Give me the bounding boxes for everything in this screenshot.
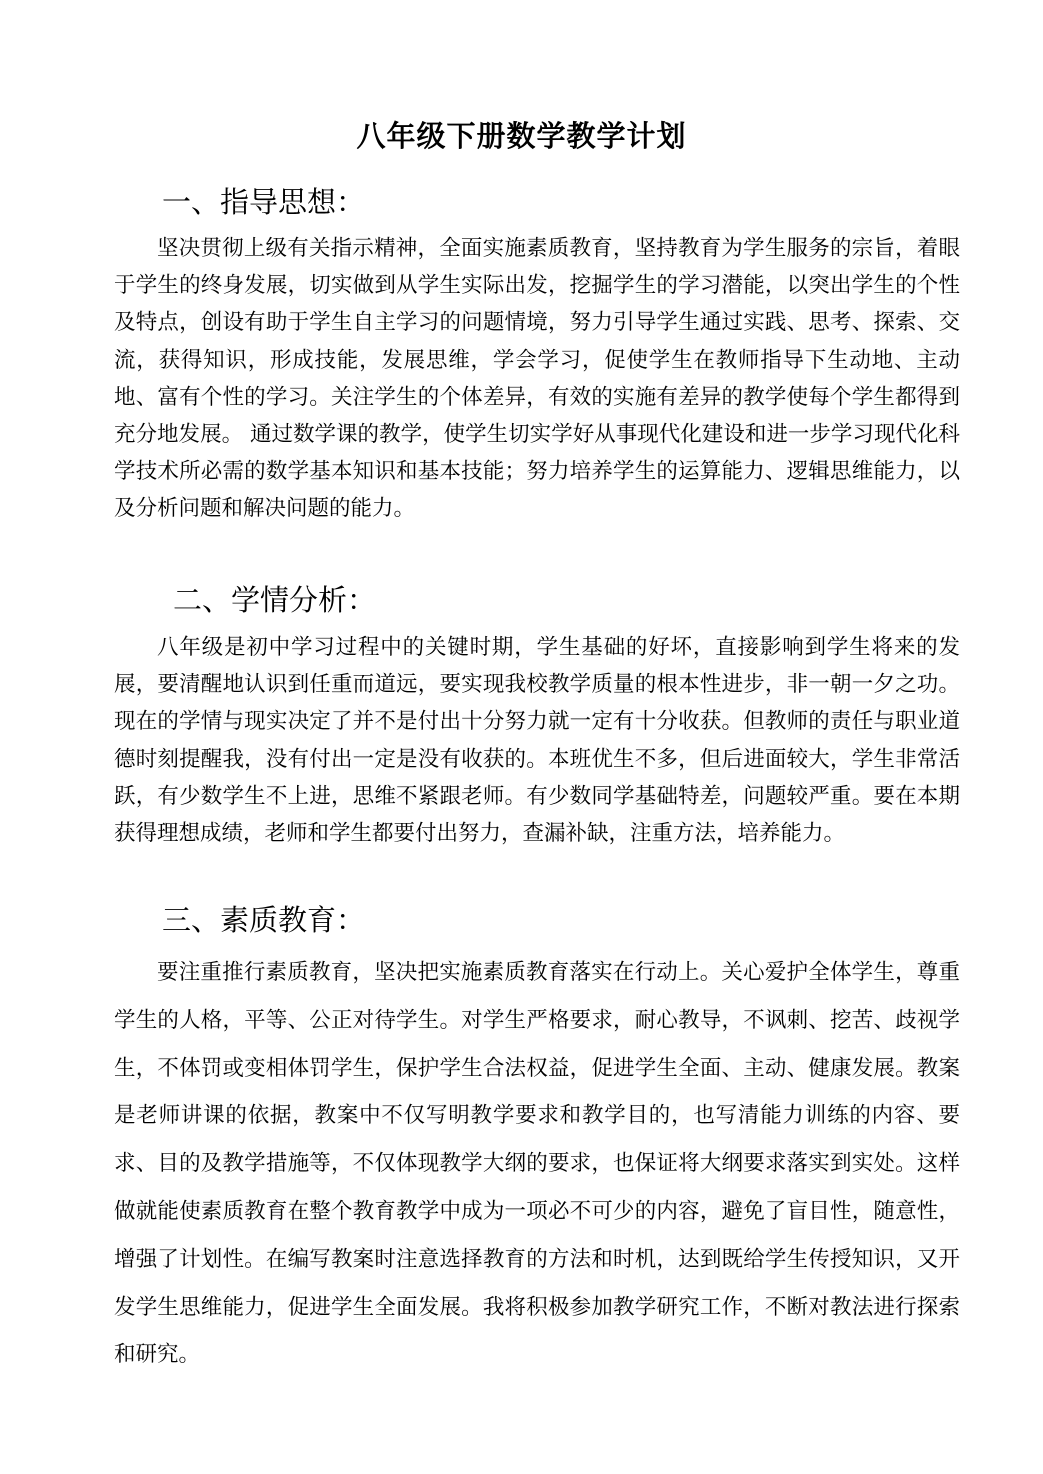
section-heading-quality-education: 三、素质教育：: [162, 903, 366, 937]
document-title: 八年级下册数学教学计划: [356, 119, 687, 153]
section-paragraph-quality-education: 要注重推行素质教育，坚决把实施素质教育落实在行动上。关心爱护全体学生，尊重学生的人格，平等、公正对待学生。对学生严格要求，耐心教导，不讽刺、挖苦、歧视学生，不体罚或变相体罚学生，保护学生合法权益，促进学生全面、主动、健康发展。教案是老师讲课的依据，教案中不仅写明教学要求和教学目的，也写清能力训练的内容、要求、目的及教学措施等，不仅体现教学大纲的要求，也保证将大纲要求落实到实处。这样做就能使素质教育在整个教育教学中成为一项必不可少的内容，避免了盲目性，随意性，增强了计划性。在编写教案时注意选择教育的方法和时机，达到既给学生传授知识，又开发学生思维能力，促进学生全面发展。我将积极参加教学研究工作，不断对教法进行探索和研究。: [114, 960, 960, 1368]
section-heading-student-analysis: 二、学情分析：: [173, 583, 377, 617]
section-paragraph-student-analysis: 八年级是初中学习过程中的关键时期，学生基础的好坏，直接影响到学生将来的发展，要清醒地认识到任重而道远，要实现我校教学质量的根本性进步，非一朝一夕之功。现在的学情与现实决定了并不是付出十分努力就一定有十分收获。但教师的责任与职业道德时刻提醒我，没有付出一定是没有收获的。本班优生不多，但后进面较大，学生非常活跃，有少数学生不上进，思维不紧跟老师。有少数同学基础特差，问题较严重。要在本期获得理想成绩，老师和学生都要付出努力，查漏补缺，注重方法，培养能力。: [114, 635, 960, 847]
section-paragraph-guiding-ideology: 坚决贯彻上级有关指示精神，全面实施素质教育，坚持教育为学生服务的宗旨，着眼于学生的终身发展，切实做到从学生实际出发，挖掘学生的学习潜能，以突出学生的个性及特点，创设有助于学生自主学习的问题情境，努力引导学生通过实践、思考、探索、交流，获得知识，形成技能，发展思维，学会学习，促使学生在教师指导下生动地、主动地、富有个性的学习。关注学生的个体差异，有效的实施有差异的教学使每个学生都得到充分地发展。 通过数学课的教学，使学生切实学好从事现代化建设和进一步学习现代化科学技术所必需的数学基本知识和基本技能；努力培养学生的运算能力、逻辑思维能力，以及分析问题和解决问题的能力。: [114, 236, 960, 522]
section-heading-guiding-ideology: 一、指导思想：: [162, 185, 366, 219]
